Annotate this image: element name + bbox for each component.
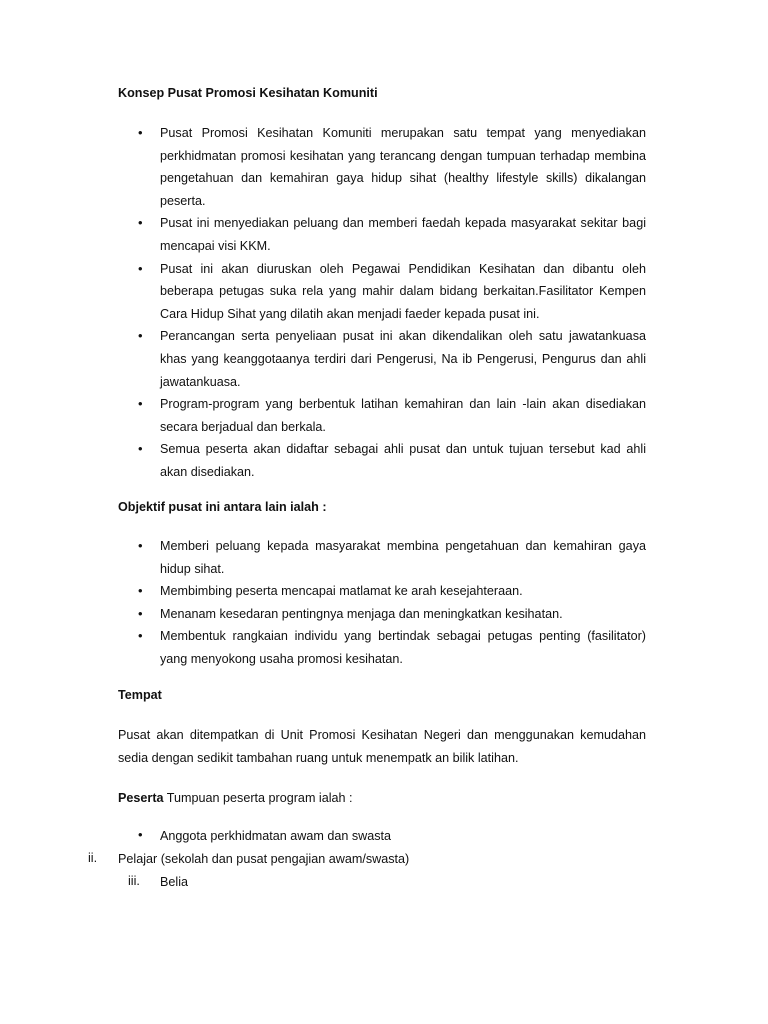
concept-list — [0, 122, 646, 484]
place-paragraph: Pusat akan ditempatkan di Unit Promosi Kesihatan Negeri dan menggunakan kemudahan sedia dengan sedikit tambahan ruang untuk menempatk an bilik latihan. — [118, 728, 646, 765]
list-item: • Memberi peluang kepada masyarakat membina pengetahuan dan kemahiran gaya hidup sihat. — [0, 535, 646, 580]
list-item: • Membimbing peserta mencapai matlamat ke arah kesejahteraan. — [0, 580, 646, 603]
participants-line — [118, 791, 353, 805]
concept-heading: Konsep Pusat Promosi Kesihatan Komuniti — [118, 86, 378, 100]
roman-numeral: ii. — [88, 851, 98, 865]
list-item: • Membentuk rangkaian individu yang bertindak sebagai petugas penting (fasilitator) yang menyokong usaha promosi kesihatan. — [0, 625, 646, 670]
list-item: • Semua peserta akan didaftar sebagai ahli pusat dan untuk tujuan tersebut kad ahli akan disediakan. — [0, 438, 646, 483]
list-item: • Pusat ini menyediakan peluang dan memberi faedah kepada masyarakat sekitar bagi mencapai visi KKM. — [0, 212, 646, 257]
participant-item: Anggota perkhidmatan awam dan swasta — [160, 829, 392, 843]
list-item: • Pusat ini akan diuruskan oleh Pegawai Pendidikan Kesihatan dan dibantu oleh beberapa petugas suka rela yang mahir dalam bidang berkaitan.Fasilitator Kempen Cara Hidup Sihat yang dilatih akan menjadi faeder kepada pusat ini. — [0, 258, 646, 326]
list-item: • Pusat Promosi Kesihatan Komuniti merupakan satu tempat yang menyediakan perkhidmatan promosi kesihatan yang terancang dengan tumpuan terhadap membina pengetahuan dan kemahiran gaya hidup sihat (healthy lifestyle skills) dikalangan peserta. — [0, 122, 646, 212]
list-item: • Program-program yang berbentuk latihan kemahiran dan lain -lain akan disediakan secara berjadual dan berkala. — [0, 393, 646, 438]
participant-item: Pelajar (sekolah dan pusat pengajian awam/swasta) — [118, 852, 410, 866]
list-item: • Perancangan serta penyeliaan pusat ini akan dikendalikan oleh satu jawatankuasa khas yang keanggotaanya terdiri dari Pengerusi, Na ib Pengerusi, Pengurus dan ahli jawatankuasa. — [0, 325, 646, 393]
list-item: • Menanam kesedaran pentingnya menjaga dan meningkatkan kesihatan. — [0, 603, 646, 626]
participant-item: Belia — [160, 875, 189, 889]
participants-text: Tumpuan peserta program ialah : — [166, 791, 353, 805]
roman-numeral: iii. — [128, 874, 140, 888]
place-heading: Tempat — [118, 688, 162, 702]
objective-list — [0, 535, 646, 671]
objective-heading: Objektif pusat ini antara lain ialah : — [118, 500, 327, 514]
participants-label: Peserta — [118, 791, 164, 805]
bullet-icon: • — [138, 827, 143, 842]
